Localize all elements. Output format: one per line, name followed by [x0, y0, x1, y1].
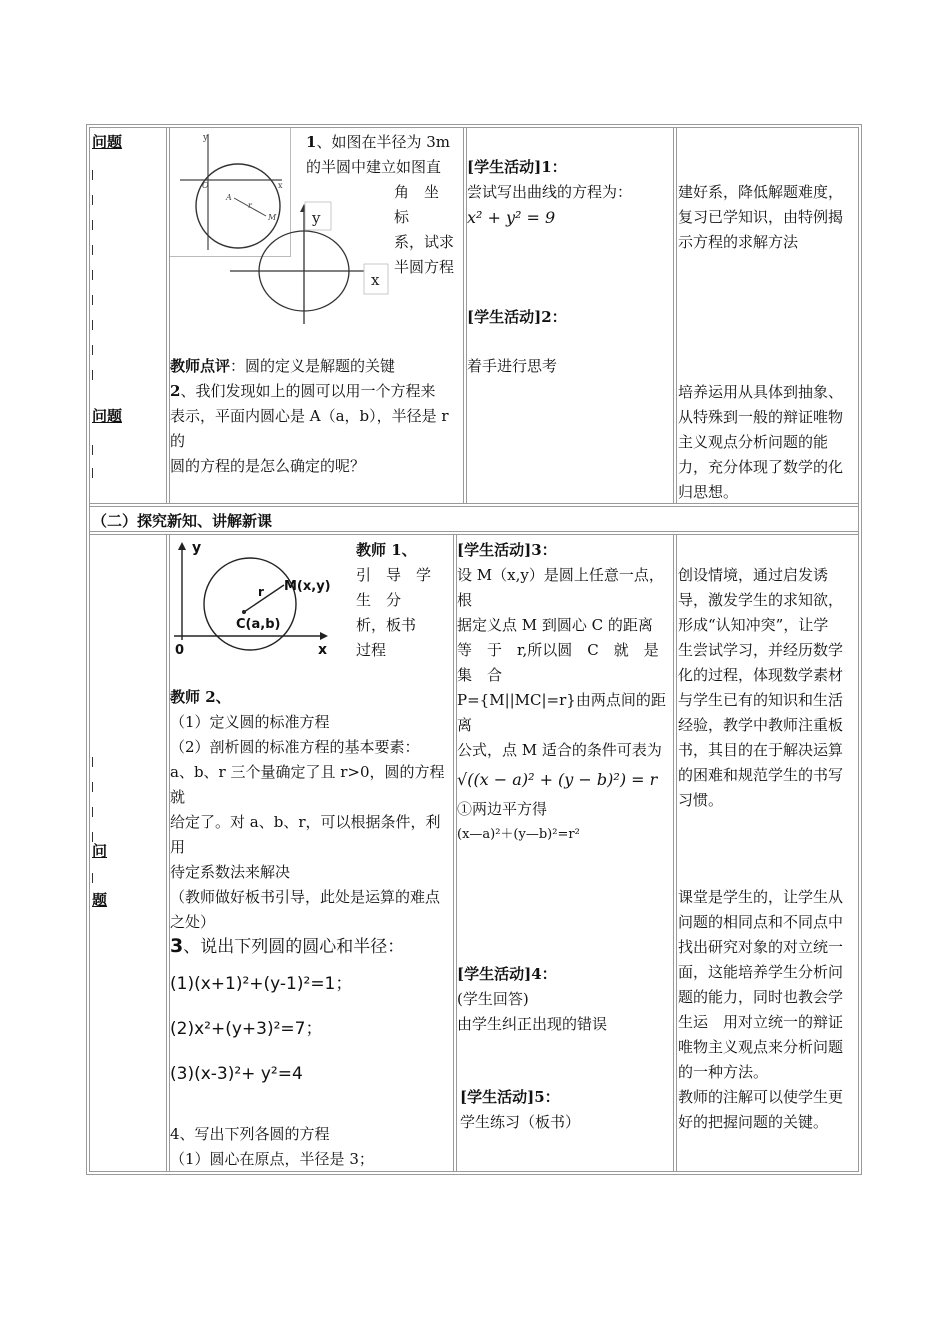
fig1-a-label: A [226, 193, 232, 202]
fig1-x-label: x [278, 181, 283, 190]
fig2-x-label: x [318, 642, 328, 658]
distance-formula: √((x − a)² + (y − b)²) = r [457, 770, 658, 789]
fig-x-label: x [371, 271, 380, 289]
fig-y-label: y [312, 209, 321, 227]
question-1-cont: 角 坐 标 系，试求 半圆方程 [394, 183, 455, 276]
student-activity-4: [学生活动]4： (学生回答) 由学生纠正出现的错误 [457, 965, 608, 1033]
design-purpose-1: 建好系，降低解题难度， 复习已学知识，由特例揭 示方程的求解方法 [678, 183, 844, 251]
figure-circle-cab [172, 540, 342, 660]
row-label-problem-3a: 问 [92, 842, 108, 860]
student-activity-2: [学生活动]2： 着手进行思考 [467, 308, 567, 375]
row-label-problem-2: 问题 [92, 407, 123, 425]
question-4: 4、写出下列各圆的方程 （1）圆心在原点，半径是 3； [170, 1125, 374, 1168]
fig2-c-label: C(a,b) [236, 617, 281, 632]
question-3: 3、说出下列圆的圆心和半径： (1)(x+1)²+(y-1)²=1； (2)x²+(y+3)²=7； (3)(x-3)²+ y²=4 [170, 932, 455, 1097]
label-tick [92, 782, 93, 792]
q3-item-1: (1)(x+1)²+(y-1)²=1； [170, 974, 353, 994]
teacher-2: 教师 2、 （1）定义圆的标准方程 （2）剖析圆的标准方程的基本要素： a、b、r 三个量确定了且 r>0，圆的方程就 给定了。对 a、b、r，可以根据条件，利用 待定系数法来解决 （教师做好板书引导，此处是运算的难点 之处） [170, 688, 445, 931]
label-tick [92, 245, 93, 255]
question-1: 1、如图在半径为 3m 的半圆中建立如图直 [306, 133, 450, 176]
design-purpose-3: 创设情境，通过启发诱 导，激发学生的求知欲， 形成“认知冲突”，让学 生尝试学习，并经历数学 化的过程，体现数学素材 与学生已有的知识和生活 经验，教学中教师注重板 书，其目的在于解决运算 的困难和规范学生的书写 习惯。 [678, 566, 844, 809]
label-tick [92, 220, 93, 230]
q3-item-3: (3)(x-3)²+ y²=4 [170, 1064, 303, 1084]
fig2-y-label: y [192, 540, 202, 556]
teacher-1: 教师 1、 引 导 学 生 分 析，板书 过程 [356, 541, 447, 659]
fig1-origin-label: O [202, 181, 209, 190]
label-tick [92, 757, 93, 767]
label-tick [92, 170, 93, 180]
fig1-y-label: y [203, 133, 209, 143]
label-tick [92, 445, 93, 455]
fig2-m-label: M(x,y) [284, 579, 331, 594]
q3-item-2: (2)x²+(y+3)²=7； [170, 1019, 323, 1039]
teacher-comment: 教师点评：圆的定义是解题的关键 2、我们发现如上的圆可以用一个方程来 表示，平面内圆心是 A（a，b），半径是 r 的 圆的方程的是怎么确定的呢？ [170, 357, 449, 475]
row-label-problem-3b: 题 [92, 891, 108, 909]
row-label-problem-1: 问题 [92, 133, 123, 151]
label-tick [92, 370, 93, 380]
fig2-origin-label: 0 [175, 643, 185, 658]
student-activity-1: [学生活动]1： 尝试写出曲线的方程为： x² + y² = 9 [467, 155, 672, 230]
design-purpose-2: 培养运用从具体到抽象、 从特殊到一般的辩证唯物 主义观点分析问题的能 力，充分体现了数学的化 归思想。 [678, 383, 844, 501]
fig1-r-label: r [248, 201, 252, 210]
design-purpose-4: 课堂是学生的，让学生从 问题的相同点和不同点中 找出研究对象的对立统一 面，这能培养学生分析问 题的能力，同时也教会学 生运 用对立统一的辩证 唯物主义观点来分析问题 的一种方法。 教师的注解可以使学生更 好的把握问题的关键。 [678, 888, 844, 1131]
label-tick [92, 320, 93, 330]
fig1-m-label: M [268, 213, 277, 222]
label-tick [92, 270, 93, 280]
figure-half-circle [228, 200, 398, 325]
section-title: （二）探究新知、讲解新课 [92, 512, 273, 530]
label-tick [92, 468, 93, 478]
label-tick [92, 873, 93, 883]
student-activity-5: [学生活动]5： 学生练习（板书） [460, 1088, 581, 1131]
label-tick [92, 295, 93, 305]
label-tick [92, 195, 93, 205]
student-activity-3: [学生活动]3： 设 M（x,y）是圆上任意一点，根 据定义点 M 到圆心 C 的距离 等 于 r,所以圆 C 就 是 集 合 P={M||MC|=r}由两点间的距离 公式，点 M 适合的条件可表为 √((x − a)² + (y − b)²) = r ①两边平方得 (x—a)²＋(y—b)²=r² [457, 541, 674, 842]
student1-formula: x² + y² = 9 [467, 208, 556, 227]
fig2-r-label: r [258, 585, 264, 599]
label-tick [92, 807, 93, 817]
label-tick [92, 345, 93, 355]
